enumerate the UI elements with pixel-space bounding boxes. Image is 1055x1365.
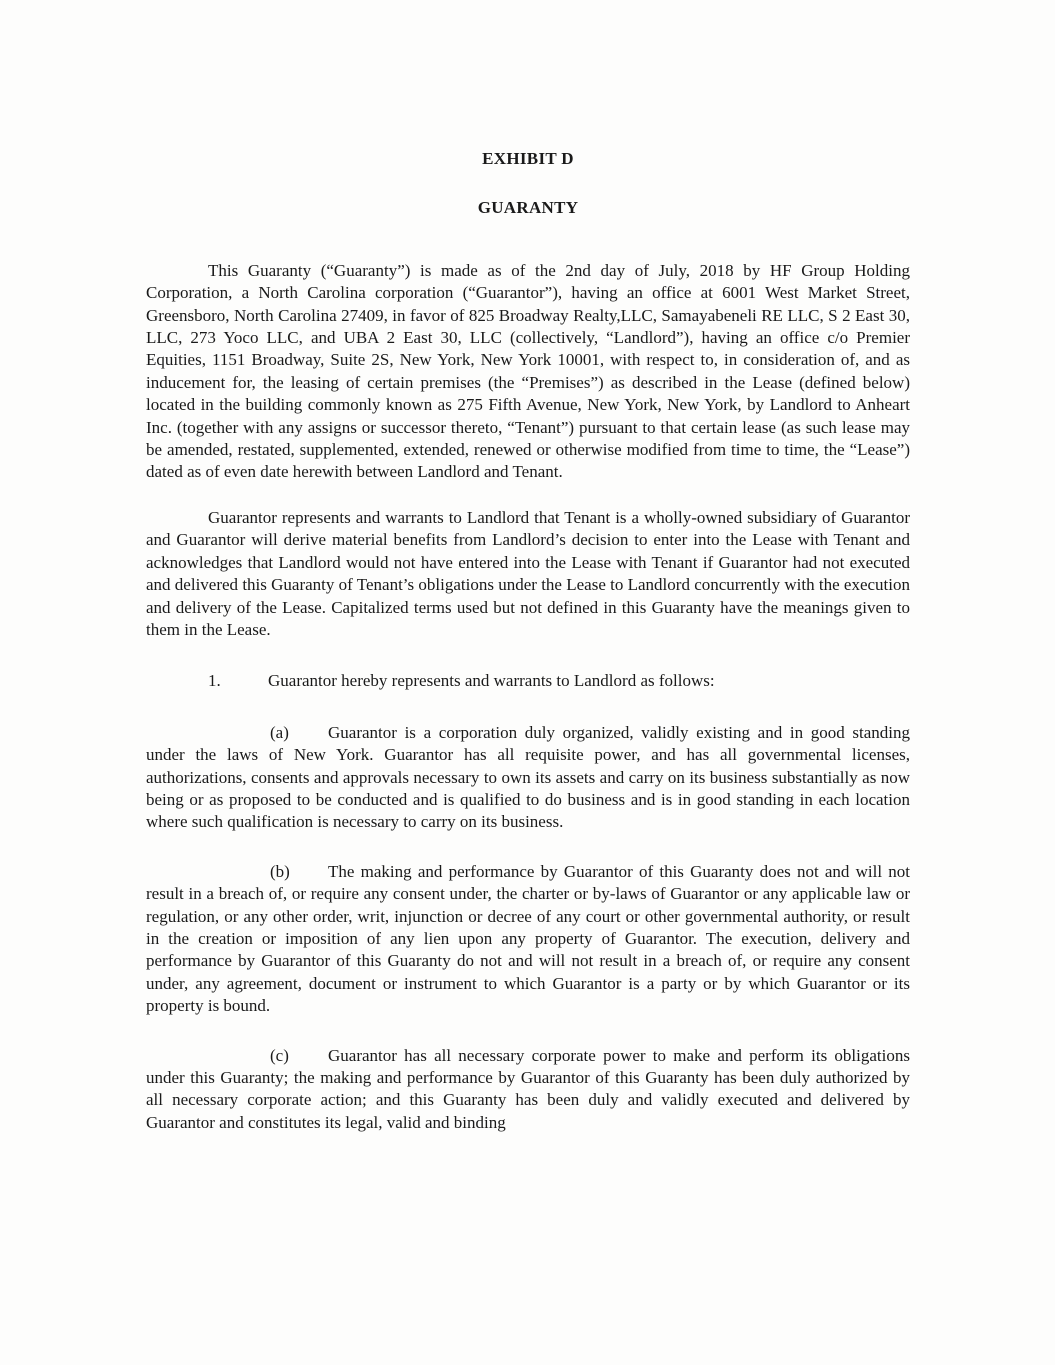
- subsection-c: [146, 1045, 910, 1135]
- recital-paragraph: Guarantor represents and warrants to Landlord that Tenant is a wholly-owned subsidiary of Guarantor and Guarantor will derive material benefits from Landlord’s decision to enter into the Lease with Tenant and acknowledges that Landlord would not have entered into the Lease with Tenant if Guarantor had not executed and delivered this Guaranty of Tenant’s obligations under the Lease to Landlord concurrently with the execution and delivery of the Lease. Capitalized terms used but not defined in this Guaranty have the meanings given to them in the Lease.: [146, 507, 910, 639]
- subsection-text: Guarantor has all necessary corporate power to make and perform its obligations under this Guaranty; the making and performance by Guarantor of this Guaranty has been duly authorized by all necessary corporate action; and this Guaranty has been duly and validly executed and delivered by Guarantor and constitutes its legal, valid and binding: [146, 1045, 910, 1132]
- subsection-label: (a): [270, 722, 289, 742]
- section-number: 1.: [208, 671, 221, 691]
- section-1: [146, 670, 910, 692]
- subsection-a: [146, 722, 910, 834]
- document-body: [146, 148, 910, 1161]
- exhibit-heading: EXHIBIT D: [482, 149, 574, 168]
- section-text: Guarantor hereby represents and warrants to Landlord as follows:: [268, 671, 715, 691]
- subsection-label: (c): [270, 1045, 289, 1065]
- subsection-text: The making and performance by Guarantor of this Guaranty does not and will not result in a breach of, or require any consent under, the charter or by-laws of Guarantor or any applicable law or regulation, or any other order, writ, injunction or decree of any court or other governmental authority, or result in the creation or imposition of any lien upon any property of Guarantor. The execution, delivery and performance by Guarantor of this Guaranty do not and will not result in a breach of, or require any consent under, any agreement, document or instrument to which Guarantor is a party or by which Guarantor or its property is bound.: [146, 861, 910, 1016]
- subsection-text: Guarantor is a corporation duly organized, validly existing and in good standing under the laws of New York. Guarantor has all requisite power, and has all governmental licenses, authorizations, consents and approvals necessary to own its assets and carry on its business substantially as now being or as proposed to be conducted and is qualified to do business and is in good standing in each location where such qualification is necessary to carry on its business.: [146, 722, 910, 832]
- document-title: GUARANTY: [477, 198, 579, 218]
- subsection-label: (b): [270, 861, 290, 881]
- subsection-b: [146, 861, 910, 1018]
- intro-paragraph: This Guaranty (“Guaranty”) is made as of the 2nd day of July, 2018 by HF Group Holding Corporation, a North Carolina corporation (“Guarantor”), having an office at 6001 West Market Street, Greensboro, North Carolina 27409, in favor of 825 Broadway Realty,LLC, Samayabeneli RE LLC, S 2 East 30, LLC, 273 Yoco LLC, and UBA 2 East 30, LLC (collectively, “Landlord”), having an office c/o Premier Equities, 1151 Broadway, Suite 2S, New York, New York 10001, with respect to, in consideration of, and as inducement for, the leasing of certain premises (the “Premises”) as described in the Lease (defined below) located in the building commonly known as 275 Fifth Avenue, New York, New York, by Landlord to Anheart Inc. (together with any assigns or successor thereto, “Tenant”) pursuant to that certain lease (as such lease may be amended, restated, supplemented, extended, renewed or otherwise modified from time to time, the “Lease”) dated as of even date herewith between Landlord and Tenant.: [146, 260, 910, 482]
